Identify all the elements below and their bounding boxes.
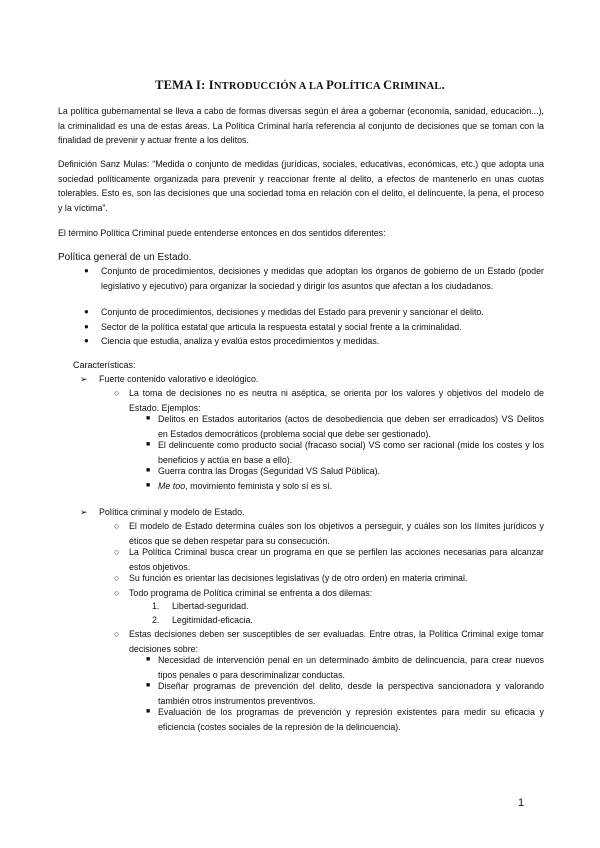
list-item: Libertad-seguridad. (172, 601, 249, 611)
square-bullet-icon: ■ (146, 441, 151, 448)
square-bullet-icon: ■ (146, 656, 151, 663)
circle-bullet-icon: ○ (114, 573, 120, 583)
bullet-icon: ● (84, 266, 89, 275)
list-item: El delincuente como producto social (fracaso social) VS como ser racional (mide los costes y los beneficios y actúa en base a ello). (158, 440, 544, 465)
circle-bullet-icon: ○ (114, 521, 120, 531)
list-item: Todo programa de Política criminal se enfrenta a dos dilemas: (129, 588, 373, 598)
circle-bullet-icon: ○ (114, 629, 120, 639)
characteristics-heading: Características: (73, 360, 136, 370)
square-bullet-icon: ■ (146, 682, 151, 689)
list-item: La toma de decisiones no es neutra ni aséptica, se orienta por los valores y objetivos del modelo de Estado. Ejemplos: (129, 388, 544, 413)
page-title: TEMA I: INTRODUCCIÓN A LA POLÍTICA CRIMINAL. (155, 78, 445, 92)
list-number: 2. (152, 615, 160, 625)
list-number: 1. (152, 601, 160, 611)
list-item: Necesidad de intervención penal en un determinado ámbito de delincuencia, para crear nuevos tipos penales o para descriminalizar conductas. (158, 655, 544, 680)
list-item: Me too, movimiento feminista y solo sí es sí. (158, 481, 333, 491)
circle-bullet-icon: ○ (114, 388, 120, 398)
intro-paragraph: La política gubernamental se lleva a cabo de formas diversas según el área a gobernar (economía, sanidad, educación...), la criminalidad es una de estas áreas. La Política Criminal haría referencia al conjunto de decisiones que se toman con la finalidad de prevenir y actuar frente a los delitos. (58, 106, 544, 146)
list-item: Fuerte contenido valorativo e ideológico. (99, 374, 259, 384)
list-item: Evaluación de los programas de prevención y represión existentes para medir su eficacia y eficiencia (costes sociales de la represión de la delincuencia). (158, 707, 544, 732)
page-number: 1 (518, 797, 525, 809)
list-item: Ciencia que estudia, analiza y evalúa estos procedimientos y medidas. (101, 336, 380, 346)
square-bullet-icon: ■ (146, 467, 151, 474)
square-bullet-icon: ■ (146, 415, 151, 422)
list-item: Diseñar programas de prevención del delito, desde la perspectiva sancionadora y valorando también otros instrumentos preventivos. (158, 681, 544, 706)
circle-bullet-icon: ○ (114, 588, 120, 598)
senses-paragraph: El término Política Criminal puede entenderse entonces en dos sentidos diferentes: (58, 228, 386, 238)
square-bullet-icon: ■ (146, 708, 151, 715)
bullet-icon: ● (84, 322, 89, 331)
list-item: Su función es orientar las decisiones legislativas (y de otro orden) en materia criminal. (129, 573, 468, 583)
list-item: El modelo de Estado determina cuáles son los objetivos a perseguir, y cuáles son los límites jurídicos y éticos que se deben respetar para su consecución. (129, 521, 544, 546)
definition-paragraph: Definición Sanz Mulas: “Medida o conjunto de medidas (jurídicas, sociales, educativas, económicas, etc.) que adopta una sociedad políticamente organizada para prevenir y reaccionar frente al delito, a efectos de mantenerlo en unas cuotas tolerables. Esto es, son las decisiones que una sociedad toma en relación con el delito, el delincuente, la pena, el proceso y la víctima”. (58, 159, 544, 213)
square-bullet-icon: ■ (146, 482, 151, 489)
arrow-bullet-icon: ➢ (80, 507, 88, 517)
list-item: Conjunto de procedimientos, decisiones y medidas del Estado para prevenir y sancionar el delito. (101, 307, 484, 317)
bullet-icon: ● (84, 307, 89, 316)
list-item: Política criminal y modelo de Estado. (99, 507, 245, 517)
list-item: La Política Criminal busca crear un programa en que se perfilen las acciones necesarias para alcanzar estos objetivos. (129, 547, 544, 572)
arrow-bullet-icon: ➢ (80, 374, 88, 384)
list-item: Conjunto de procedimientos, decisiones y medidas que adoptan los órganos de gobierno de un Estado (poder legislativo y ejecutivo) para organizar la sociedad y dirigir los asuntos que afectan a los ciudadanos. (101, 266, 544, 291)
circle-bullet-icon: ○ (114, 547, 120, 557)
bullet-icon: ● (84, 336, 89, 345)
list-item: Guerra contra las Drogas (Seguridad VS Salud Pública). (158, 466, 380, 476)
list-item: Sector de la política estatal que articula la respuesta estatal y social frente a la criminalidad. (101, 322, 462, 332)
list-item: Estas decisiones deben ser susceptibles de ser evaluadas. Entre otras, la Política Criminal exige tomar decisiones sobre: (129, 629, 544, 654)
list-item: Legitimidad-eficacia. (172, 615, 253, 625)
list-item: Delitos en Estados autoritarios (actos de desobediencia que deben ser erradicados) VS Delitos en Estados democráticos (problema social que debe ser gestionado). (158, 414, 544, 439)
section-heading: Política general de un Estado. (58, 252, 192, 263)
